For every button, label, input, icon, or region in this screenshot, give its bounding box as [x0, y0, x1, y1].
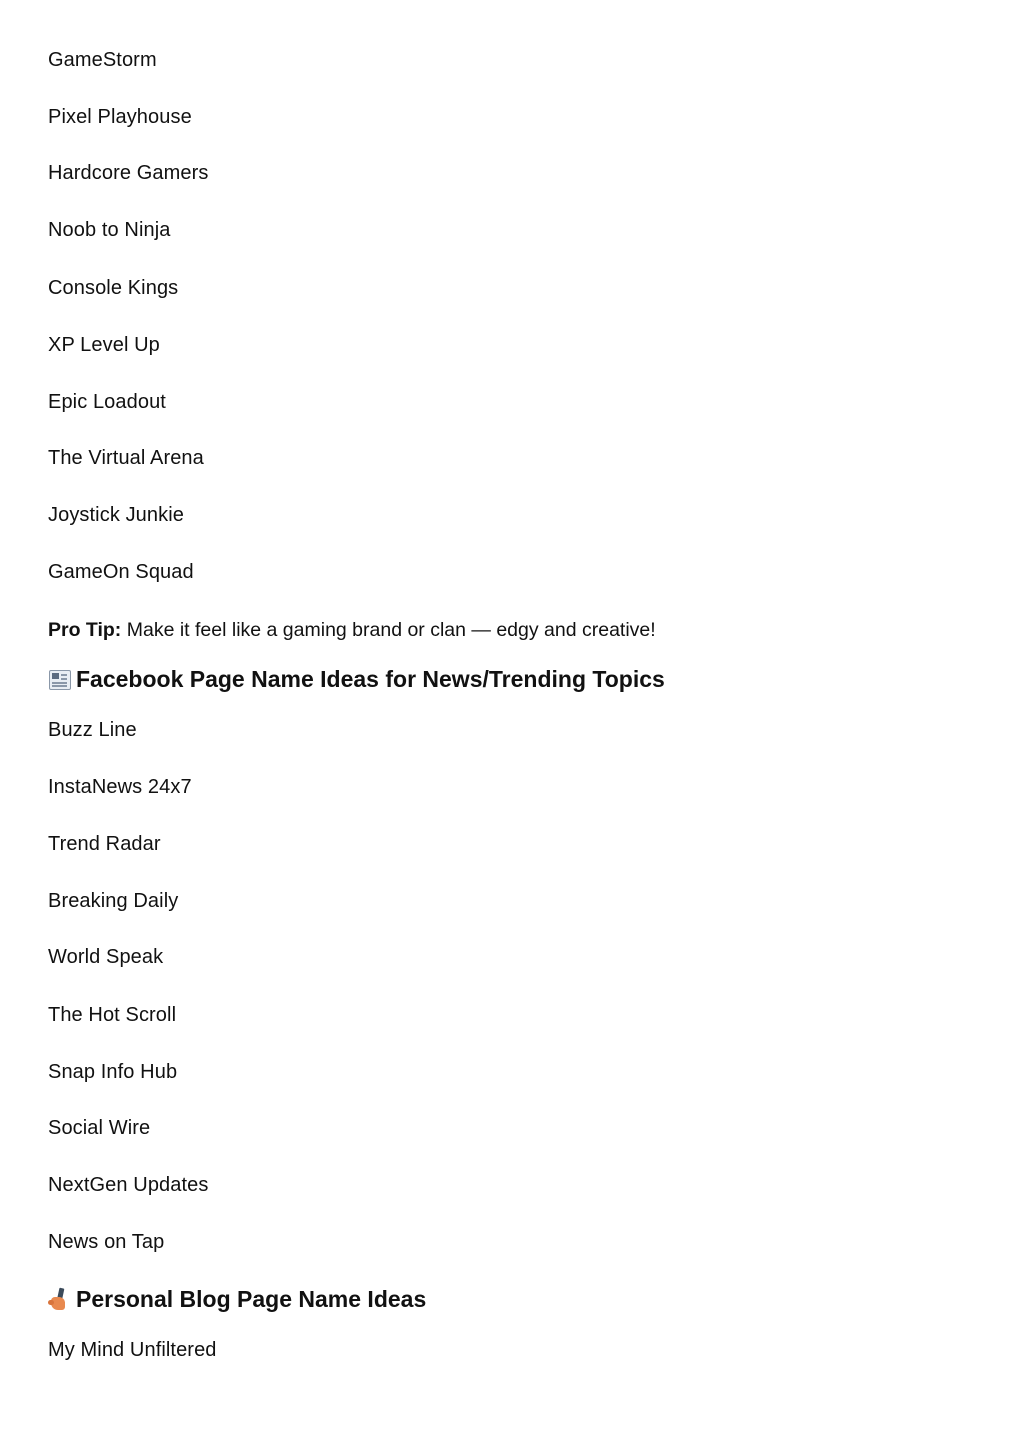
list-item: Epic Loadout	[48, 391, 166, 413]
pro-tip-text: Make it feel like a gaming brand or clan — edgy and creative!	[121, 619, 656, 641]
newspaper-icon	[48, 668, 70, 690]
section-heading-blog	[48, 1285, 426, 1313]
list-item: Hardcore Gamers	[48, 162, 209, 184]
list-item: Pixel Playhouse	[48, 106, 192, 128]
list-item: Snap Info Hub	[48, 1061, 178, 1083]
list-item: GameOn Squad	[48, 561, 194, 583]
section-heading-news	[48, 665, 665, 693]
list-item: The Hot Scroll	[48, 1004, 177, 1026]
writing-hand-icon	[48, 1288, 70, 1310]
list-item: GameStorm	[48, 49, 157, 71]
list-item: My Mind Unfiltered	[48, 1339, 217, 1361]
list-item: InstaNews 24x7	[48, 776, 192, 798]
list-item: XP Level Up	[48, 334, 160, 356]
list-item: Buzz Line	[48, 719, 137, 741]
list-item: Joystick Junkie	[48, 504, 184, 526]
list-item: The Virtual Arena	[48, 447, 204, 469]
list-item: News on Tap	[48, 1231, 165, 1253]
pro-tip-label: Pro Tip:	[48, 619, 122, 641]
list-item: Noob to Ninja	[48, 219, 171, 241]
section-heading-text: Personal Blog Page Name Ideas	[76, 1286, 427, 1312]
list-item: World Speak	[48, 946, 164, 968]
list-item: Trend Radar	[48, 833, 161, 855]
list-item: NextGen Updates	[48, 1174, 209, 1196]
pro-tip	[48, 618, 656, 642]
list-item: Console Kings	[48, 277, 179, 299]
list-item: Breaking Daily	[48, 890, 179, 912]
section-heading-text: Facebook Page Name Ideas for News/Trending Topics	[76, 666, 665, 692]
list-item: Social Wire	[48, 1117, 151, 1139]
